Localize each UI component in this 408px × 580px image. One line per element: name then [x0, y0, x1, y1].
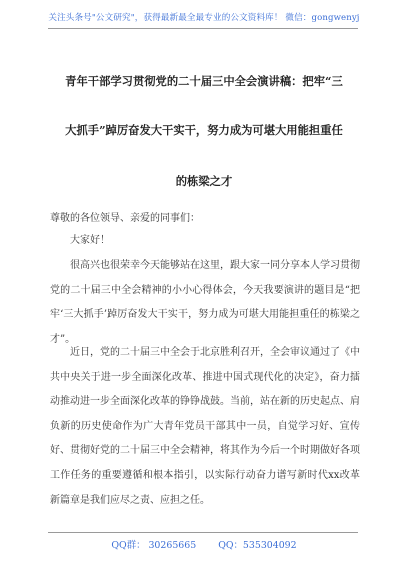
footer-qq-group: QQ群： 30265665	[111, 540, 197, 551]
footer-divider	[48, 532, 358, 533]
document-title-line-1: 青年干部学习贯彻党的二十届三中全会演讲稿：把牢“三	[65, 74, 343, 88]
greeting: 大家好！	[70, 235, 110, 246]
header-divider	[48, 28, 358, 29]
footer-contact	[0, 537, 408, 551]
footer-qq-number: QQ：535304092	[218, 540, 297, 551]
salutation: 尊敬的各位领导、亲爱的同事们：	[50, 213, 200, 224]
body-paragraph-2: 近日，党的二十届三中全会于北京胜利召开，全会审议通过了《中共中央关于进一步全面深化改革、推进中国式现代化的决定》，奋力擂动推动进一步全面深化改革的铮铮战鼓。当前，站在新的历史起点、肩负新的历史使命作为广大青年党员干部其中一员，自觉学习好、宣传好、贯彻好党的二十届三中全会精神，将其作为今后一个时期做好各项工作任务的重要遵循和根本指引，以实际行动奋力谱写新时代xx改革新篇章是我们应尽之责、应担之任。	[50, 347, 360, 506]
document-title-line-3: 的栋梁之才	[175, 174, 233, 188]
body-paragraph-1: 很高兴也很荣幸今天能够站在这里，跟大家一同分享本人学习贯彻党的二十届三中全会精神的小小心得体会，今天我要演讲的题目是“把牢‘三大抓手’踔厉奋发大干实干，努力成为可堪大用能担重任的栋梁之才”。	[50, 260, 360, 345]
document-title-line-2: 大抓手”踔厉奋发大干实干，努力成为可堪大用能担重任	[65, 123, 343, 137]
header-contact-note: 关注头条号"公文研究"，获得最新最全最专业的公文资料库！ 微信：gongwenyj	[48, 13, 360, 23]
